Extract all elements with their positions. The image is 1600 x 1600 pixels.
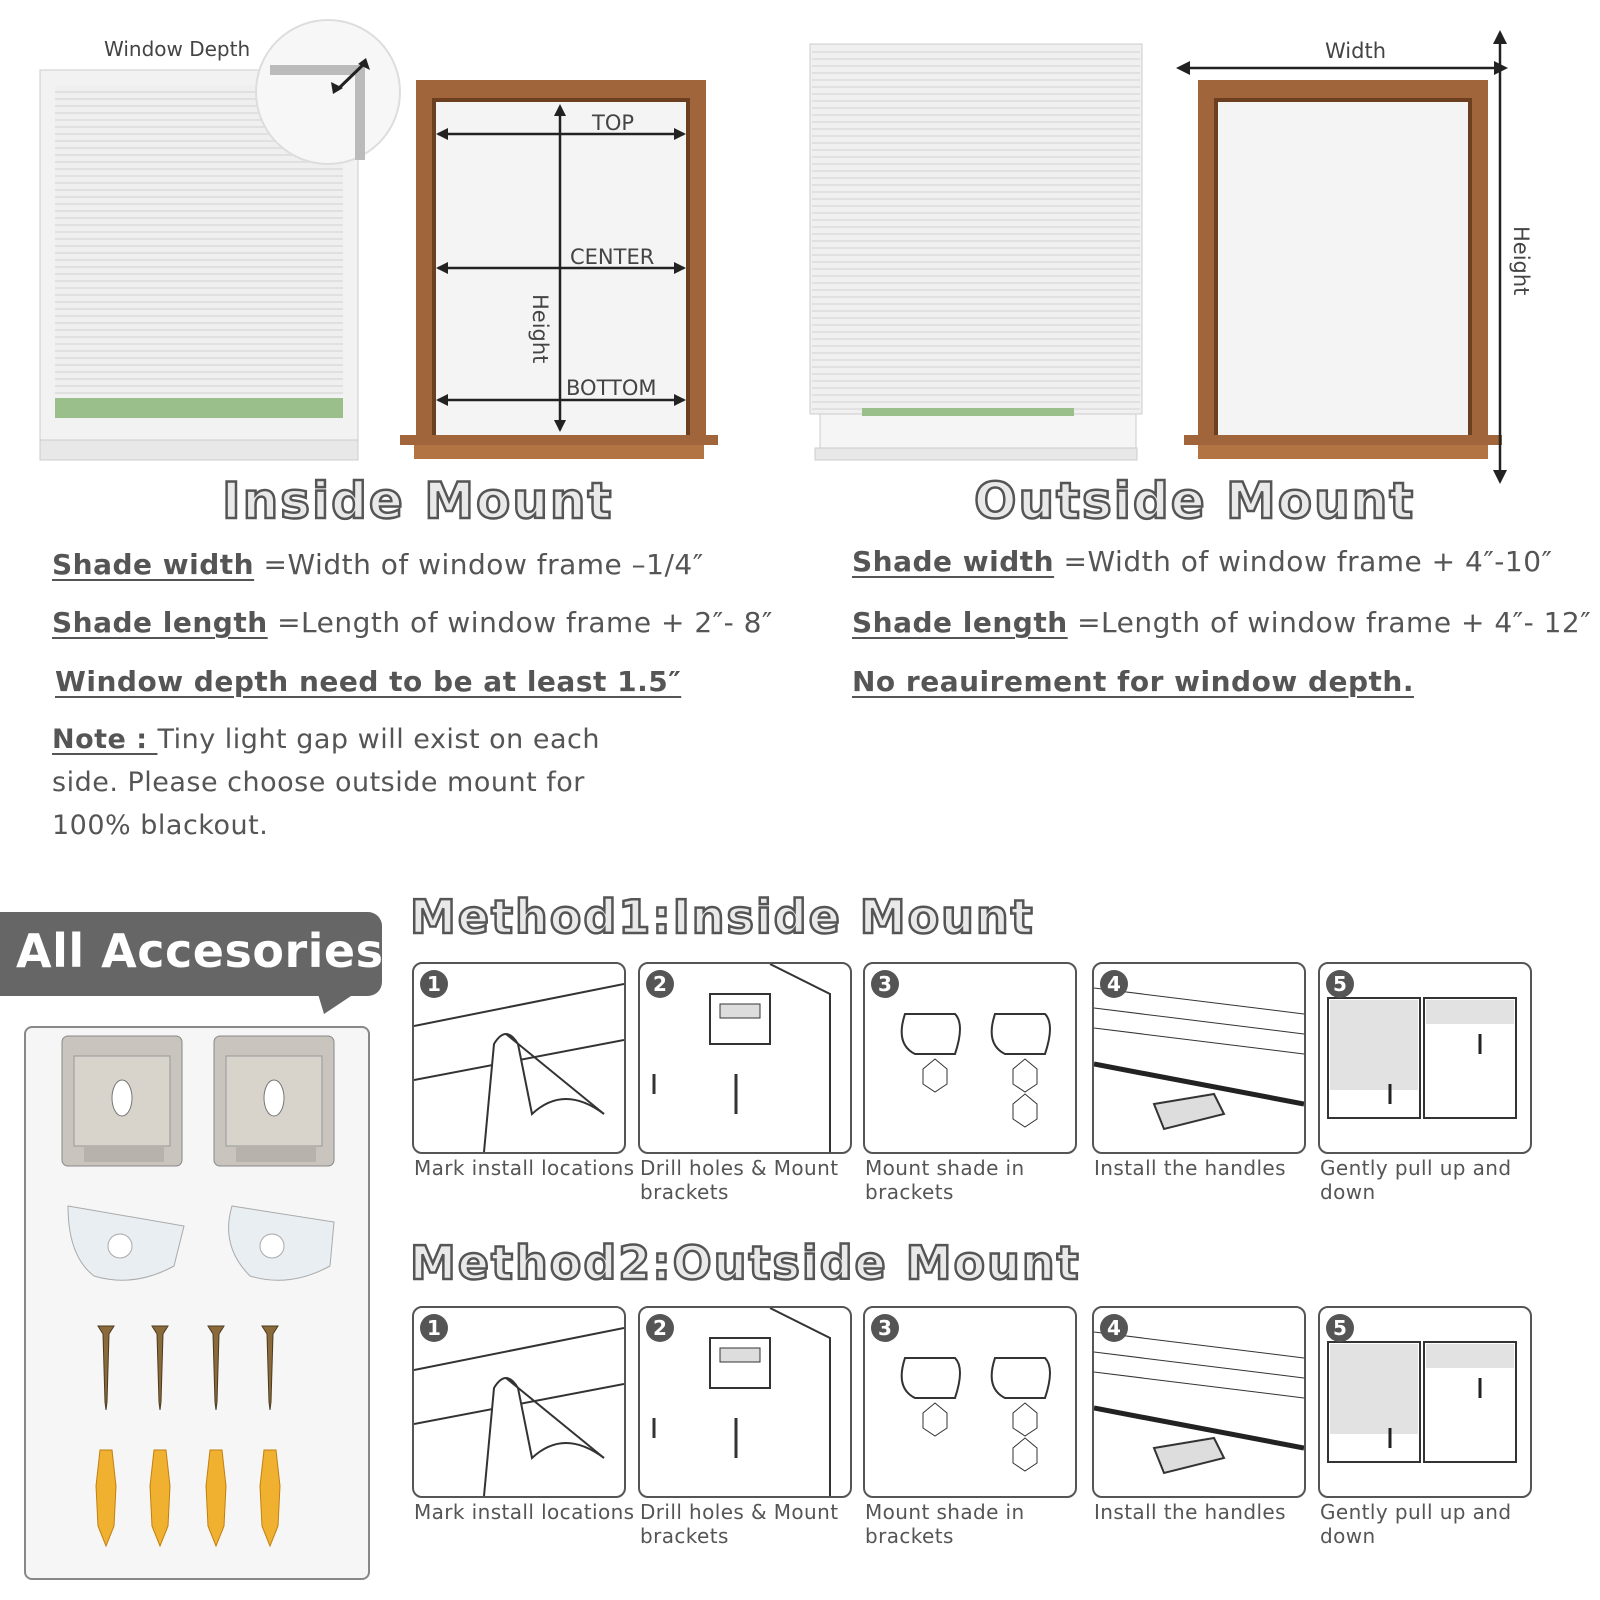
outside-length-key: Shade length — [852, 606, 1068, 639]
accessories-title: All Accesories — [16, 924, 384, 978]
note-line-3: 100% blackout. — [52, 810, 269, 841]
window-depth-zoom — [256, 20, 400, 164]
note-key: Note : — [52, 724, 158, 755]
method1-step-2-illustration — [638, 962, 852, 1154]
outside-shade-photo — [810, 44, 1142, 460]
step-caption: Mark install locations — [414, 1500, 635, 1524]
step-number-badge: 2 — [646, 970, 674, 998]
method2-step-2-illustration — [638, 1306, 852, 1498]
outside-window-frame — [1176, 30, 1508, 484]
method1-step-3-illustration — [863, 962, 1077, 1154]
step-caption: Drill holes & Mount brackets — [640, 1500, 839, 1548]
method2-step-4-illustration — [1092, 1306, 1306, 1498]
inside-width-rule — [52, 548, 704, 581]
outside-height-label: Height — [1509, 226, 1533, 296]
mount-diagrams — [0, 0, 1600, 500]
method2-step-1-illustration — [412, 1306, 626, 1498]
window-depth-label: Window Depth — [104, 37, 251, 61]
badge-pointer — [318, 994, 358, 1018]
outside-length-value: =Length of window frame + 4″- 12″ — [1067, 606, 1592, 639]
step-caption: Mount shade in brackets — [865, 1156, 1025, 1204]
outside-depth-text: No reauirement for window depth. — [852, 665, 1414, 698]
note-line-2: side. Please choose outside mount for — [52, 767, 585, 798]
outside-width-value: =Width of window frame + 4″-10″ — [1054, 545, 1553, 578]
clear-handle-left — [68, 1206, 184, 1280]
inside-width-value: =Width of window frame –1/4″ — [254, 548, 704, 581]
note-line-1: Tiny light gap will exist on each — [157, 724, 600, 755]
clear-handle-right — [229, 1206, 334, 1280]
inside-length-key: Shade length — [52, 606, 268, 639]
top-label: TOP — [592, 111, 635, 135]
method1-step-4-illustration — [1092, 962, 1306, 1154]
outside-width-key: Shade width — [852, 545, 1055, 578]
inside-depth-rule — [55, 665, 681, 698]
outside-length-rule — [852, 606, 1591, 639]
step-number-badge: 3 — [871, 1314, 899, 1342]
step-caption: Install the handles — [1094, 1500, 1286, 1524]
accessories-items — [24, 1026, 366, 1576]
outside-mount-title: Outside Mount — [974, 472, 1416, 530]
step-number-badge: 4 — [1100, 1314, 1128, 1342]
method1-step-1-illustration — [412, 962, 626, 1154]
inside-mount-title: Inside Mount — [222, 472, 614, 530]
method1-step-5-illustration — [1318, 962, 1532, 1154]
inside-height-label: Height — [528, 294, 552, 364]
step-number-badge: 5 — [1326, 1314, 1354, 1342]
step-caption: Mount shade in brackets — [865, 1500, 1025, 1548]
method2-step-3-illustration — [863, 1306, 1077, 1498]
step-caption: Gently pull up and down — [1320, 1156, 1512, 1204]
wall-anchors — [96, 1450, 280, 1546]
step-caption: Mark install locations — [414, 1156, 635, 1180]
step-number-badge: 3 — [871, 970, 899, 998]
method2-title: Method2:Outside Mount — [410, 1236, 1081, 1290]
outside-width-rule — [852, 545, 1553, 578]
screws — [98, 1326, 278, 1410]
step-number-badge: 5 — [1326, 970, 1354, 998]
inside-length-rule — [52, 606, 773, 639]
inside-width-key: Shade width — [52, 548, 255, 581]
step-number-badge: 1 — [420, 970, 448, 998]
method2-step-5-illustration — [1318, 1306, 1532, 1498]
step-caption: Install the handles — [1094, 1156, 1286, 1180]
method1-title: Method1:Inside Mount — [410, 890, 1035, 944]
step-caption: Gently pull up and down — [1320, 1500, 1512, 1548]
outside-depth-rule — [852, 665, 1414, 698]
bracket-right — [214, 1036, 334, 1166]
width-label: Width — [1325, 39, 1387, 63]
inside-note — [52, 718, 600, 847]
inside-window-frame — [400, 80, 718, 459]
step-caption: Drill holes & Mount brackets — [640, 1156, 839, 1204]
inside-depth-text: Window depth need to be at least 1.5″ — [55, 665, 682, 698]
inside-length-value: =Length of window frame + 2″- 8″ — [267, 606, 773, 639]
center-label: CENTER — [570, 245, 655, 269]
bracket-left — [62, 1036, 182, 1166]
step-number-badge: 2 — [646, 1314, 674, 1342]
bottom-label: BOTTOM — [566, 376, 657, 400]
step-number-badge: 1 — [420, 1314, 448, 1342]
step-number-badge: 4 — [1100, 970, 1128, 998]
